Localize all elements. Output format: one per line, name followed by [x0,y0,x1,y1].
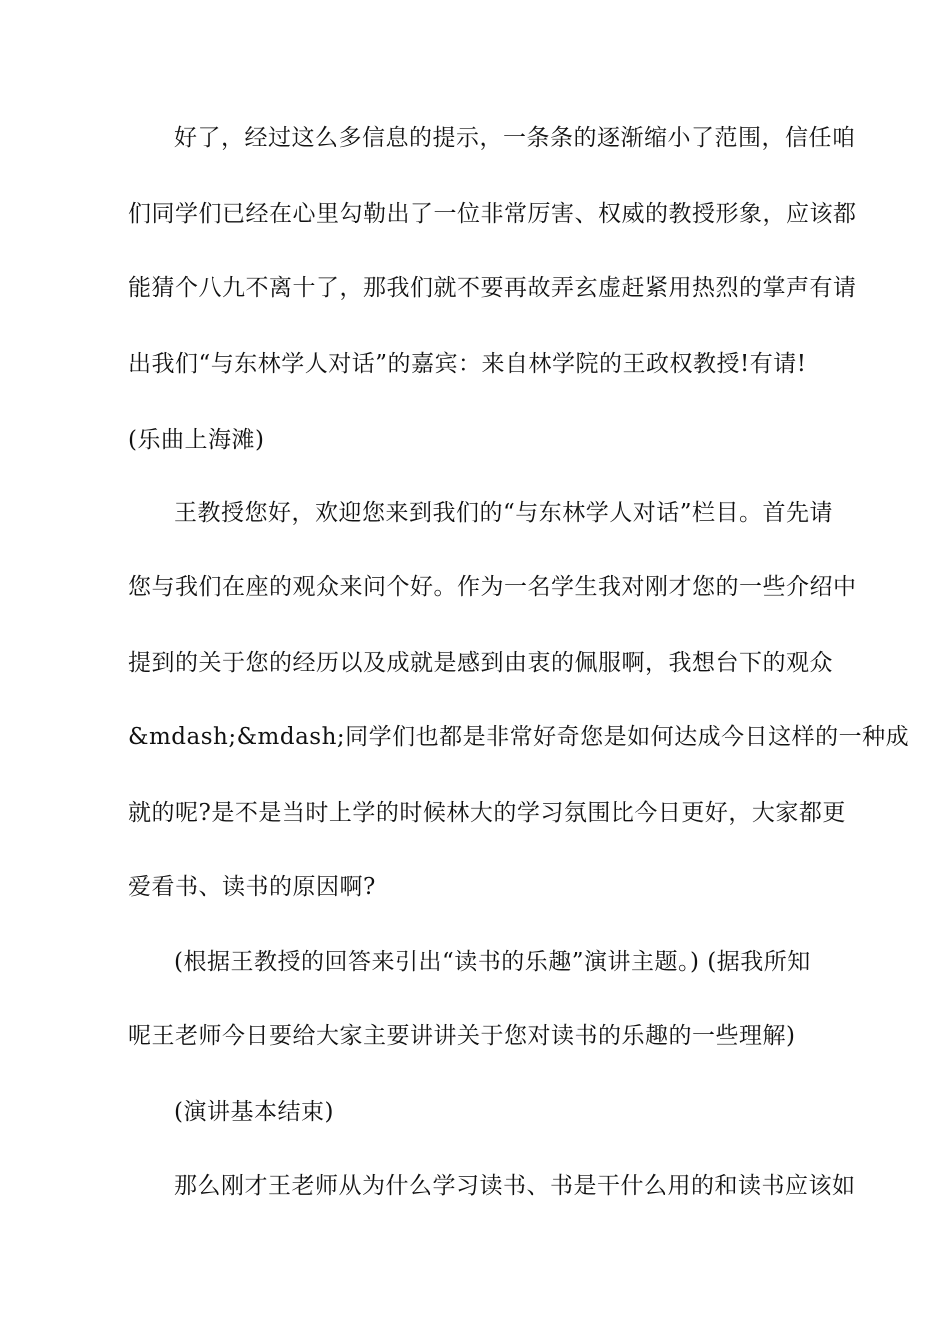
paragraph-2-line-2: 您与我们在座的观众来问个好。作为一名学生我对刚才您的一些介绍中 [128,574,857,600]
paragraph-1-line-2: 们同学们已经在心里勾勒出了一位非常厉害、权威的教授形象，应该都 [128,201,857,227]
paragraph-4-line-1: (演讲基本结束) [174,1099,334,1125]
paragraph-3-line-2: 呢王老师今日要给大家主要讲讲关于您对读书的乐趣的一些理解) [128,1023,796,1049]
paragraph-1-line-5: (乐曲上海滩) [128,427,265,453]
paragraph-2-line-5: 就的呢?是不是当时上学的时候林大的学习氛围比今日更好，大家都更 [128,800,846,826]
paragraph-1-line-3: 能猜个八九不离十了，那我们就不要再故弄玄虚赶紧用热烈的掌声有请 [128,275,857,301]
paragraph-2-line-6: 爱看书、读书的原因啊? [128,874,376,900]
paragraph-2-line-1: 王教授您好，欢迎您来到我们的“与东林学人对话”栏目。首先请 [174,500,834,526]
paragraph-3-line-1: (根据王教授的回答来引出“读书的乐趣”演讲主题。) (据我所知 [174,949,811,975]
paragraph-5-line-1: 那么刚才王老师从为什么学习读书、书是干什么用的和读书应该如 [174,1173,856,1199]
paragraph-2-line-4: &mdash;&mdash;同学们也都是非常好奇您是如何达成今日这样的一种成 [128,724,910,750]
paragraph-1-line-4: 出我们“与东林学人对话”的嘉宾：来自林学院的王政权教授!有请! [128,351,807,377]
paragraph-1-line-1: 好了，经过这么多信息的提示，一条条的逐渐缩小了范围，信任咱 [174,125,856,151]
paragraph-2-line-3: 提到的关于您的经历以及成就是感到由衷的佩服啊，我想台下的观众 [128,650,833,676]
